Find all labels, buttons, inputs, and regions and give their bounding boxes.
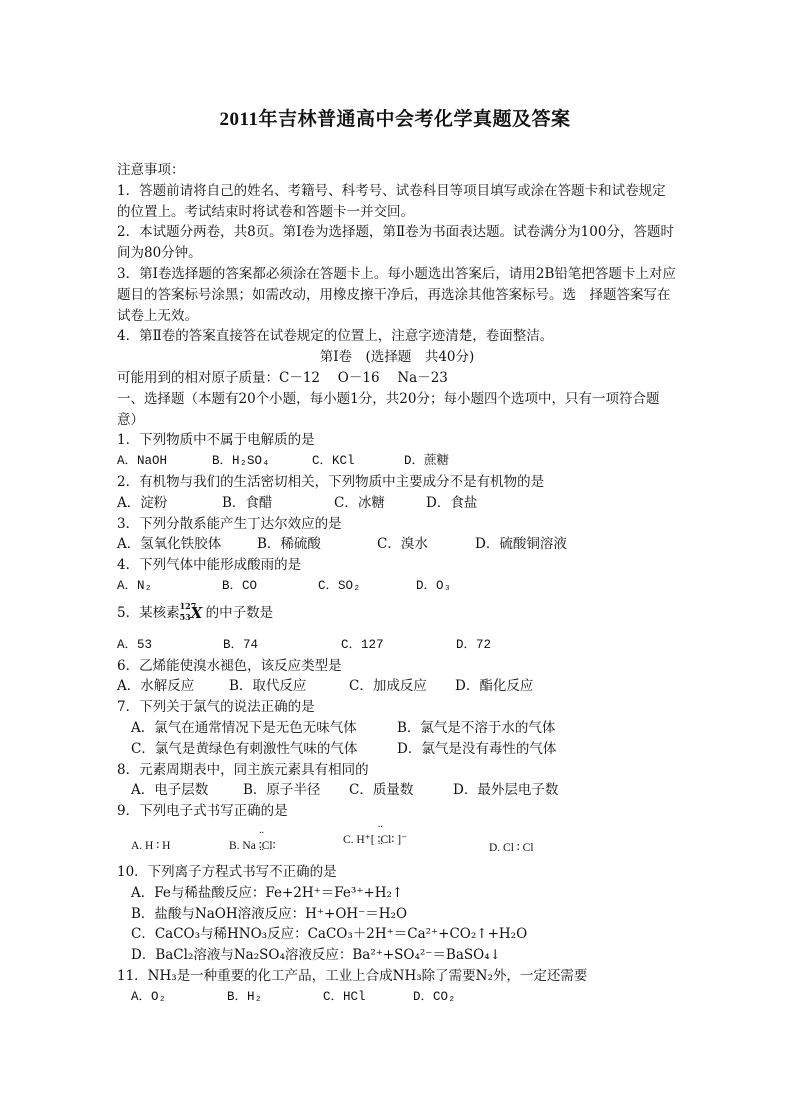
note-item-3: 3．第Ⅰ卷选择题的答案都必须涂在答题卡上。每小题选出答案后，请用2B铅笔把答题卡上对应题目的答案标号涂黑；如需改动，用橡皮擦干净后，再选涂其他答案标号。选 择题答案写在试卷上无效。 [117,265,676,324]
q2-option-c: C．冰糖 [334,494,385,511]
q10-option-a: A．Fe与稀盐酸反应：Fe+2H⁺＝Fe³⁺+H₂↑ [131,884,404,901]
q7-option-c: C．氯气是黄绿色有刺激性气味的气体 [131,740,358,757]
q7-options-row-2 [117,739,677,760]
q9-b-prefix: B. Na [229,839,259,852]
q7-option-a: A．氯气在通常情况下是无色无味气体 [131,719,357,736]
q11-option-a: A．O₂ [131,989,167,1004]
q3-options [117,534,677,555]
q1-option-b: B．H₂SO₄ [212,454,270,469]
q3-option-b: B．稀硫酸 [257,536,321,553]
q1-stem: 1．下列物质中不属于电解质的是 [117,432,315,449]
q6-option-d: D．酯化反应 [455,678,534,695]
part1-intro: 一、选择题（本题有20个小题，每小题1分，共20分；每小题四个选项中，只有一项符合题意） [117,390,660,428]
nuclide-mass-number: 127 [179,601,197,612]
q4-option-d: D．O₃ [416,578,452,593]
q2-stem: 2．有机物与我们的生活密切相关，下列物质中主要成分不是有机物的是 [117,473,545,490]
q1-option-d: D．蔗糖 [404,454,450,469]
q5-option-d: D．72 [456,637,492,652]
q5-option-c: C．127 [341,637,384,652]
page-title: 2011年吉林普通高中会考化学真题及答案 [219,109,571,130]
q3-option-d: D．硫酸铜溶液 [475,536,567,553]
q8-option-c: C．质量数 [349,782,414,799]
exam-content [117,160,677,1007]
q5-option-b: B．74 [223,637,259,652]
nuclide-atomic-number: 53 [179,612,191,623]
q4-option-b: B．CO [222,578,258,593]
q6-option-c: C．加成反应 [349,678,427,695]
q11-stem: 11．NH₃是一种重要的化工产品，工业上合成NH₃除了需要N₂外，一定还需要 [117,967,588,984]
q5-option-a: A．53 [117,637,153,652]
q9-stem: 9．下列电子式书写正确的是 [117,803,288,820]
q11-option-b: B．H₂ [227,989,263,1004]
note-item-1: 1．答题前请将自己的姓名、考籍号、科考号、试卷科目等项目填写或涂在答题卡和试卷规定的位置上。考试结束时将试卷和答题卡一并交回。 [117,182,666,220]
q1-option-c: C．KCl [312,454,355,469]
q3-option-a: A．氢氧化铁胶体 [117,536,222,553]
q2-option-b: B．食醋 [222,494,273,511]
q7-options-row-1 [117,718,677,739]
q4-option-a: A．N₂ [117,578,153,593]
q9-c-suffix: ]⁻ [394,833,408,846]
q3-stem: 3．下列分散系能产生丁达尔效应的是 [117,515,342,532]
q4-stem: 4．下列气体中能形成酸雨的是 [117,557,302,574]
q10-option-c: C．CaCO₃与稀HNO₃反应：CaCO₃＋2H⁺＝Ca²⁺+CO₂↑+H₂O [131,926,528,943]
q2-options [117,493,677,514]
q4-options [117,576,677,597]
q6-option-a: A．水解反应 [117,678,195,695]
q5-stem [117,597,677,629]
q10-option-b: B．盐酸与NaOH溶液反应：H⁺+OH⁻＝H₂O [131,905,408,922]
notes-heading: 注意事项： [117,162,185,178]
nuclide-element: X [190,604,203,623]
atomic-mass-line: 可能用到的相对原子质量：C－12 O－16 Na－23 [117,369,448,386]
q6-stem: 6．乙烯能使溴水褪色，该反应类型是 [117,657,342,674]
q8-stem: 8．元素周期表中，同主族元素具有相同的 [117,761,369,778]
q5-stem-post: 的中子数是 [205,604,274,621]
q5-stem-pre: 5．某核素 [117,604,180,621]
q2-option-a: A．淀粉 [117,494,168,511]
q6-options [117,676,677,697]
q9-b-cl-atom: ·· ∶Cl∶ ·· [259,838,276,852]
q11-options [117,987,677,1008]
q8-option-a: A．电子层数 [131,782,209,799]
q11-option-c: C．HCl [323,989,366,1004]
q4-option-c: C．SO₂ [318,578,361,593]
q1-option-a: A．NaOH [117,454,168,469]
q8-option-d: D．最外层电子数 [453,782,559,799]
q9-option-c [343,832,407,846]
nuclide-symbol [180,602,206,624]
q9-c-cl-atom: ·· ∶Cl∶ ·· [378,832,395,846]
note-item-2: 2．本试题分两卷，共8页。第Ⅰ卷为选择题，第Ⅱ卷为书面表达题。试卷满分为100分，答题时间为80分钟。 [117,224,674,262]
q9-options [117,822,677,862]
q9-option-d: D. Cl ∶ Cl [489,841,534,854]
q7-option-b: B．氯气是不溶于水的气体 [397,719,556,736]
q8-option-b: B．原子半径 [243,782,321,799]
q2-option-d: D．食盐 [426,494,478,511]
q8-options [117,780,677,801]
q9-option-b [229,838,276,852]
q6-option-b: B．取代反应 [229,678,307,695]
q1-options [117,451,677,472]
section-title: 第Ⅰ卷 (选择题 共40分) [319,349,475,366]
q10-option-d: D．BaCl₂溶液与Na₂SO₄溶液反应：Ba²⁺+SO₄²⁻＝BaSO₄↓ [131,947,501,964]
q10-stem: 10．下列离子方程式书写不正确的是 [117,863,337,880]
q5-options [117,635,677,656]
q9-c-prefix: C. H⁺[ [343,833,378,846]
q11-option-d: D．CO₂ [413,989,456,1004]
note-item-4: 4．第Ⅱ卷的答案直接答在试卷规定的位置上，注意字迹清楚，卷面整洁。 [117,328,554,345]
q9-option-a: A. H ∶ H [131,839,171,852]
q7-stem: 7．下列关于氯气的说法正确的是 [117,699,315,716]
q7-option-d: D．氯气是没有毒性的气体 [397,740,557,757]
q3-option-c: C．溴水 [377,536,428,553]
